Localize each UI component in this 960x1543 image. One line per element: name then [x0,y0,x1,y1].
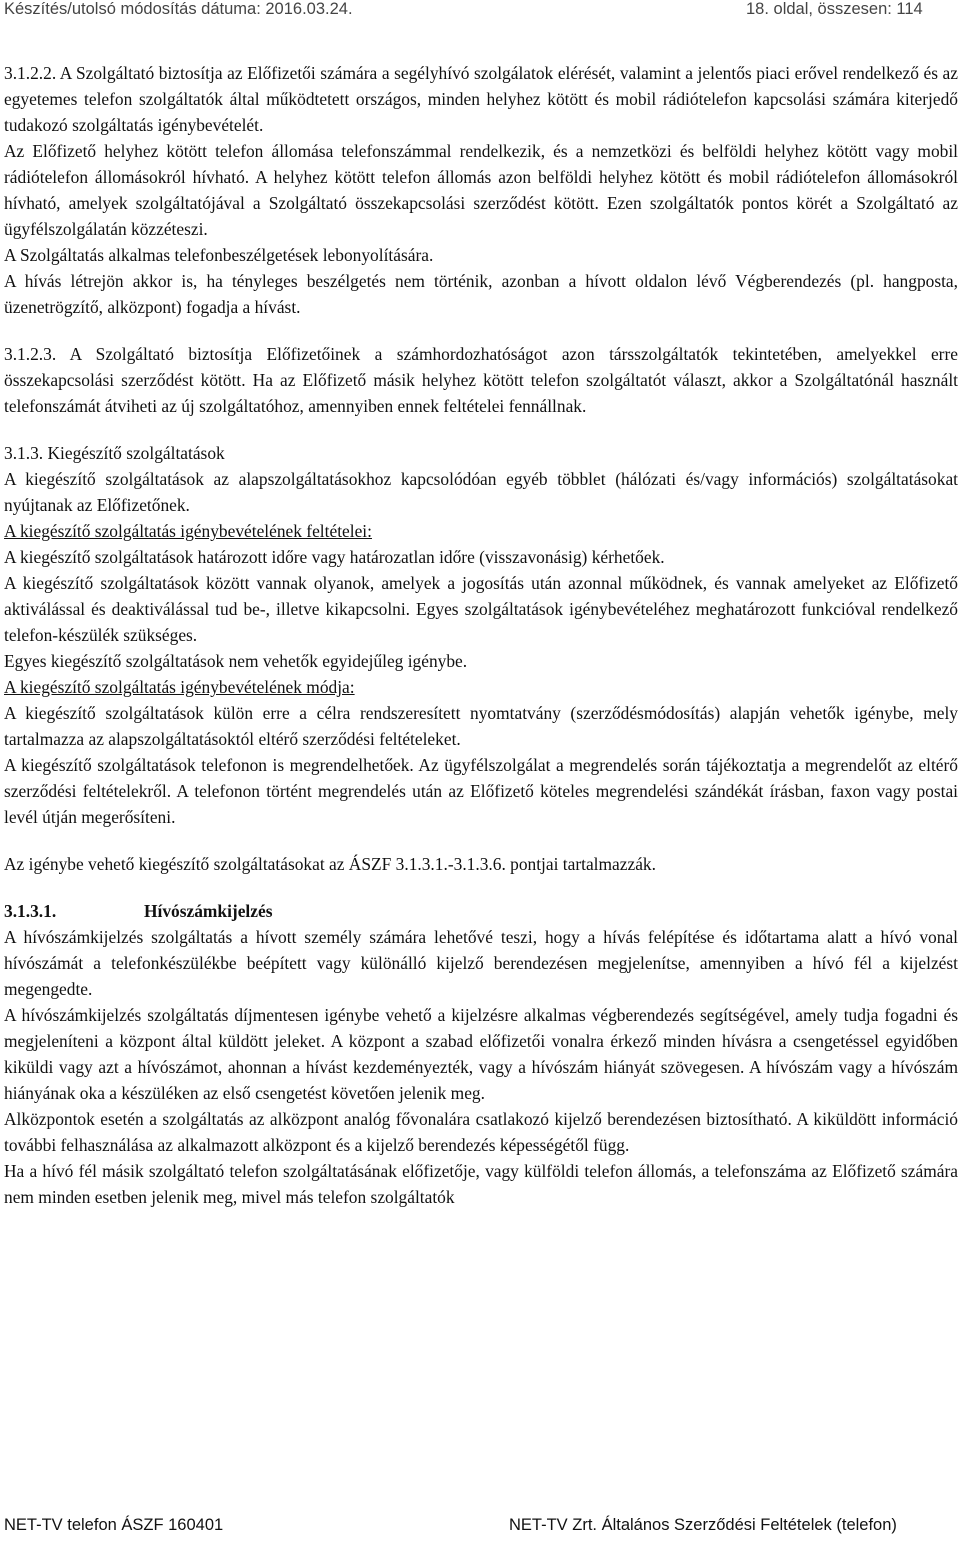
paragraph-egyidejuleg: Egyes kiegészítő szolgáltatások nem vehetők egyidejűleg igénybe. [4,651,468,671]
subheading-feltetelei [4,518,958,544]
spacer [4,830,958,851]
header-date: Készítés/utolsó módosítás dátuma: 2016.03.24. [4,0,353,18]
paragraph-dijmentes: A hívószámkijelzés szolgáltatás díjmentesen igénybe vehető a kijelzésre alkalmas végberendezés segítségével, amely tudja fogadni és megjeleníteni a központ által küldött jeleket. A központ a szabad előfizetői vonalra érkező minden hívásra a csengetéssel egyidőben kiküldi vagy azt a hívószámot, ahonnan a hívást kezdeményezték, vagy a hívószám hiányát szövegesen. A hívószám vagy a hívószám hiányának oka a készüléken az első csengetést követően jelenik meg. [4,1005,958,1103]
paragraph-hivoszamkijelzes-def: A hívószámkijelzés szolgáltatás a hívott személy számára lehetővé teszi, hogy a hívás felépítése és időtartama alatt a hívó vonal hívószámát a telefonkészülékbe beépített vagy különálló kijelző berendezésen megjelenítse, amennyiben a hívó fél a kijelzést megengedte. [4,927,958,999]
paragraph-telefonon: A kiegészítő szolgáltatások telefonon is megrendelhetőek. Az ügyfélszolgálat a megrendelés során tájékoztatja a megrendelőt az eltérő szerződési feltételekről. A telefonon történt megrendelés után az Előfizető köteles megrendelési szándékát írásban, faxon vagy postai levél útján megerősíteni. [4,755,958,827]
paragraph-hatarozott: A kiegészítő szolgáltatások határozott időre vagy határozatlan időre (visszavonásig) kérhetőek. [4,547,665,567]
spacer [4,320,958,341]
paragraph-alkalmas: A Szolgáltatás alkalmas telefonbeszélgetések lebonyolítására. [4,245,434,265]
section-title: Hívószámkijelzés [144,901,273,921]
section-number: 3.1.3.1. [4,901,57,921]
subheading-modja [4,674,958,700]
paragraph-kiegeszito-intro: A kiegészítő szolgáltatások az alapszolgáltatásokhoz kapcsolódóan egyéb többlet (hálózati és/vagy információs) szolgáltatásokat nyújtanak az Előfizetőnek. [4,469,958,515]
paragraph-hivas-letrejon: A hívás létrejön akkor is, ha tényleges beszélgetés nem történik, azonban a hívott oldalon lévő Végberendezés (pl. hangposta, üzenetrögzítő, alközpont) fogadja a hívást. [4,271,958,317]
paragraph-nyomtatvany: A kiegészítő szolgáltatások külön erre a célra rendszeresített nyomtatvány (szerződésmódosítás) alapján vehetők igénybe, mely tartalmazza az alapszolgáltatásoktól eltérő szerződési feltételeket. [4,703,958,749]
page-header [4,0,960,22]
page-footer [4,1516,960,1538]
paragraph-aszf-hivatkozas: Az igénybe vehető kiegészítő szolgáltatásokat az ÁSZF 3.1.3.1.-3.1.3.6. pontjai tartalmazzák. [4,854,656,874]
paragraph-alkozpontok: Alközpontok esetén a szolgáltatás az alközpont analóg fővonalára csatlakozó kijelző berendezésen biztosítható. A kiküldött információ további felhasználása az alkalmazott alközpont és a kijelző berendezés képességétől függ. [4,1109,958,1155]
paragraph-telefonszam: Az Előfizető helyhez kötött telefon állomása telefonszámmal rendelkezik, és a nemzetközi és belföldi helyhez kötött vagy mobil rádiótelefon állomásokról hívható. A helyhez kötött telefon állomás azon belföldi helyhez kötött és mobil rádiótelefon állomásokról hívható, amelyek szolgáltatójával a Szolgáltató összekapcsolási szerződést kötött. Ezen szolgáltatók pontos körét a Szolgáltató az ügyfélszolgálatán közzéteszi. [4,141,958,239]
paragraph-3-1-2-2: 3.1.2.2. A Szolgáltató biztosítja az Előfizetői számára a segélyhívó szolgálatok elérését, valamint a jelentős piaci erővel rendelkező és az egyetemes telefon szolgáltatók által működtetett országos, minden helyhez kötött és mobil rádiótelefon kapcsolási számára kiterjedő tudakozó szolgáltatás igénybevételét. [4,63,958,135]
document-body [4,60,958,1210]
section-heading-3-1-3-1 [4,898,958,924]
section-heading-3-1-3: 3.1.3. Kiegészítő szolgáltatások [4,443,225,463]
header-page-count: 18. oldal, összesen: 114 [746,0,923,18]
subheading-modja-text: A kiegészítő szolgáltatás igénybevételének módja: [4,677,355,697]
footer-document-title: NET-TV Zrt. Általános Szerződési Feltételek (telefon) [509,1516,897,1534]
paragraph-jogositas: A kiegészítő szolgáltatások között vannak olyanok, amelyek a jogosítás után azonnal működnek, és vannak amelyeket az Előfizető aktiválással és deaktiválással tud be-, illetve kikapcsolni. Egyes szolgáltatások igénybevételéhez meghatározott funkcióval rendelkező telefon-készülék szükséges. [4,573,958,645]
spacer [4,877,958,898]
paragraph-masik-szolgaltato: Ha a hívó fél másik szolgáltató telefon szolgáltatásának előfizetője, vagy külföldi telefon állomás, a telefonszáma az Előfizető számára nem minden esetben jelenik meg, mivel más telefon szolgáltatók [4,1161,958,1207]
paragraph-3-1-2-3: 3.1.2.3. A Szolgáltató biztosítja Előfizetőinek a számhordozhatóságot azon társszolgáltatók tekintetében, amelyekkel erre összekapcsolási szerződést kötött. Ha az Előfizető másik helyhez kötött telefon szolgáltatót választ, akkor a Szolgáltatónál használt telefonszámát átviheti az új szolgáltatóhoz, amennyiben ennek feltételei fennállnak. [4,344,958,416]
spacer [4,419,958,440]
footer-document-id: NET-TV telefon ÁSZF 160401 [4,1516,224,1534]
subheading-feltetelei-text: A kiegészítő szolgáltatás igénybevételének feltételei: [4,521,372,541]
